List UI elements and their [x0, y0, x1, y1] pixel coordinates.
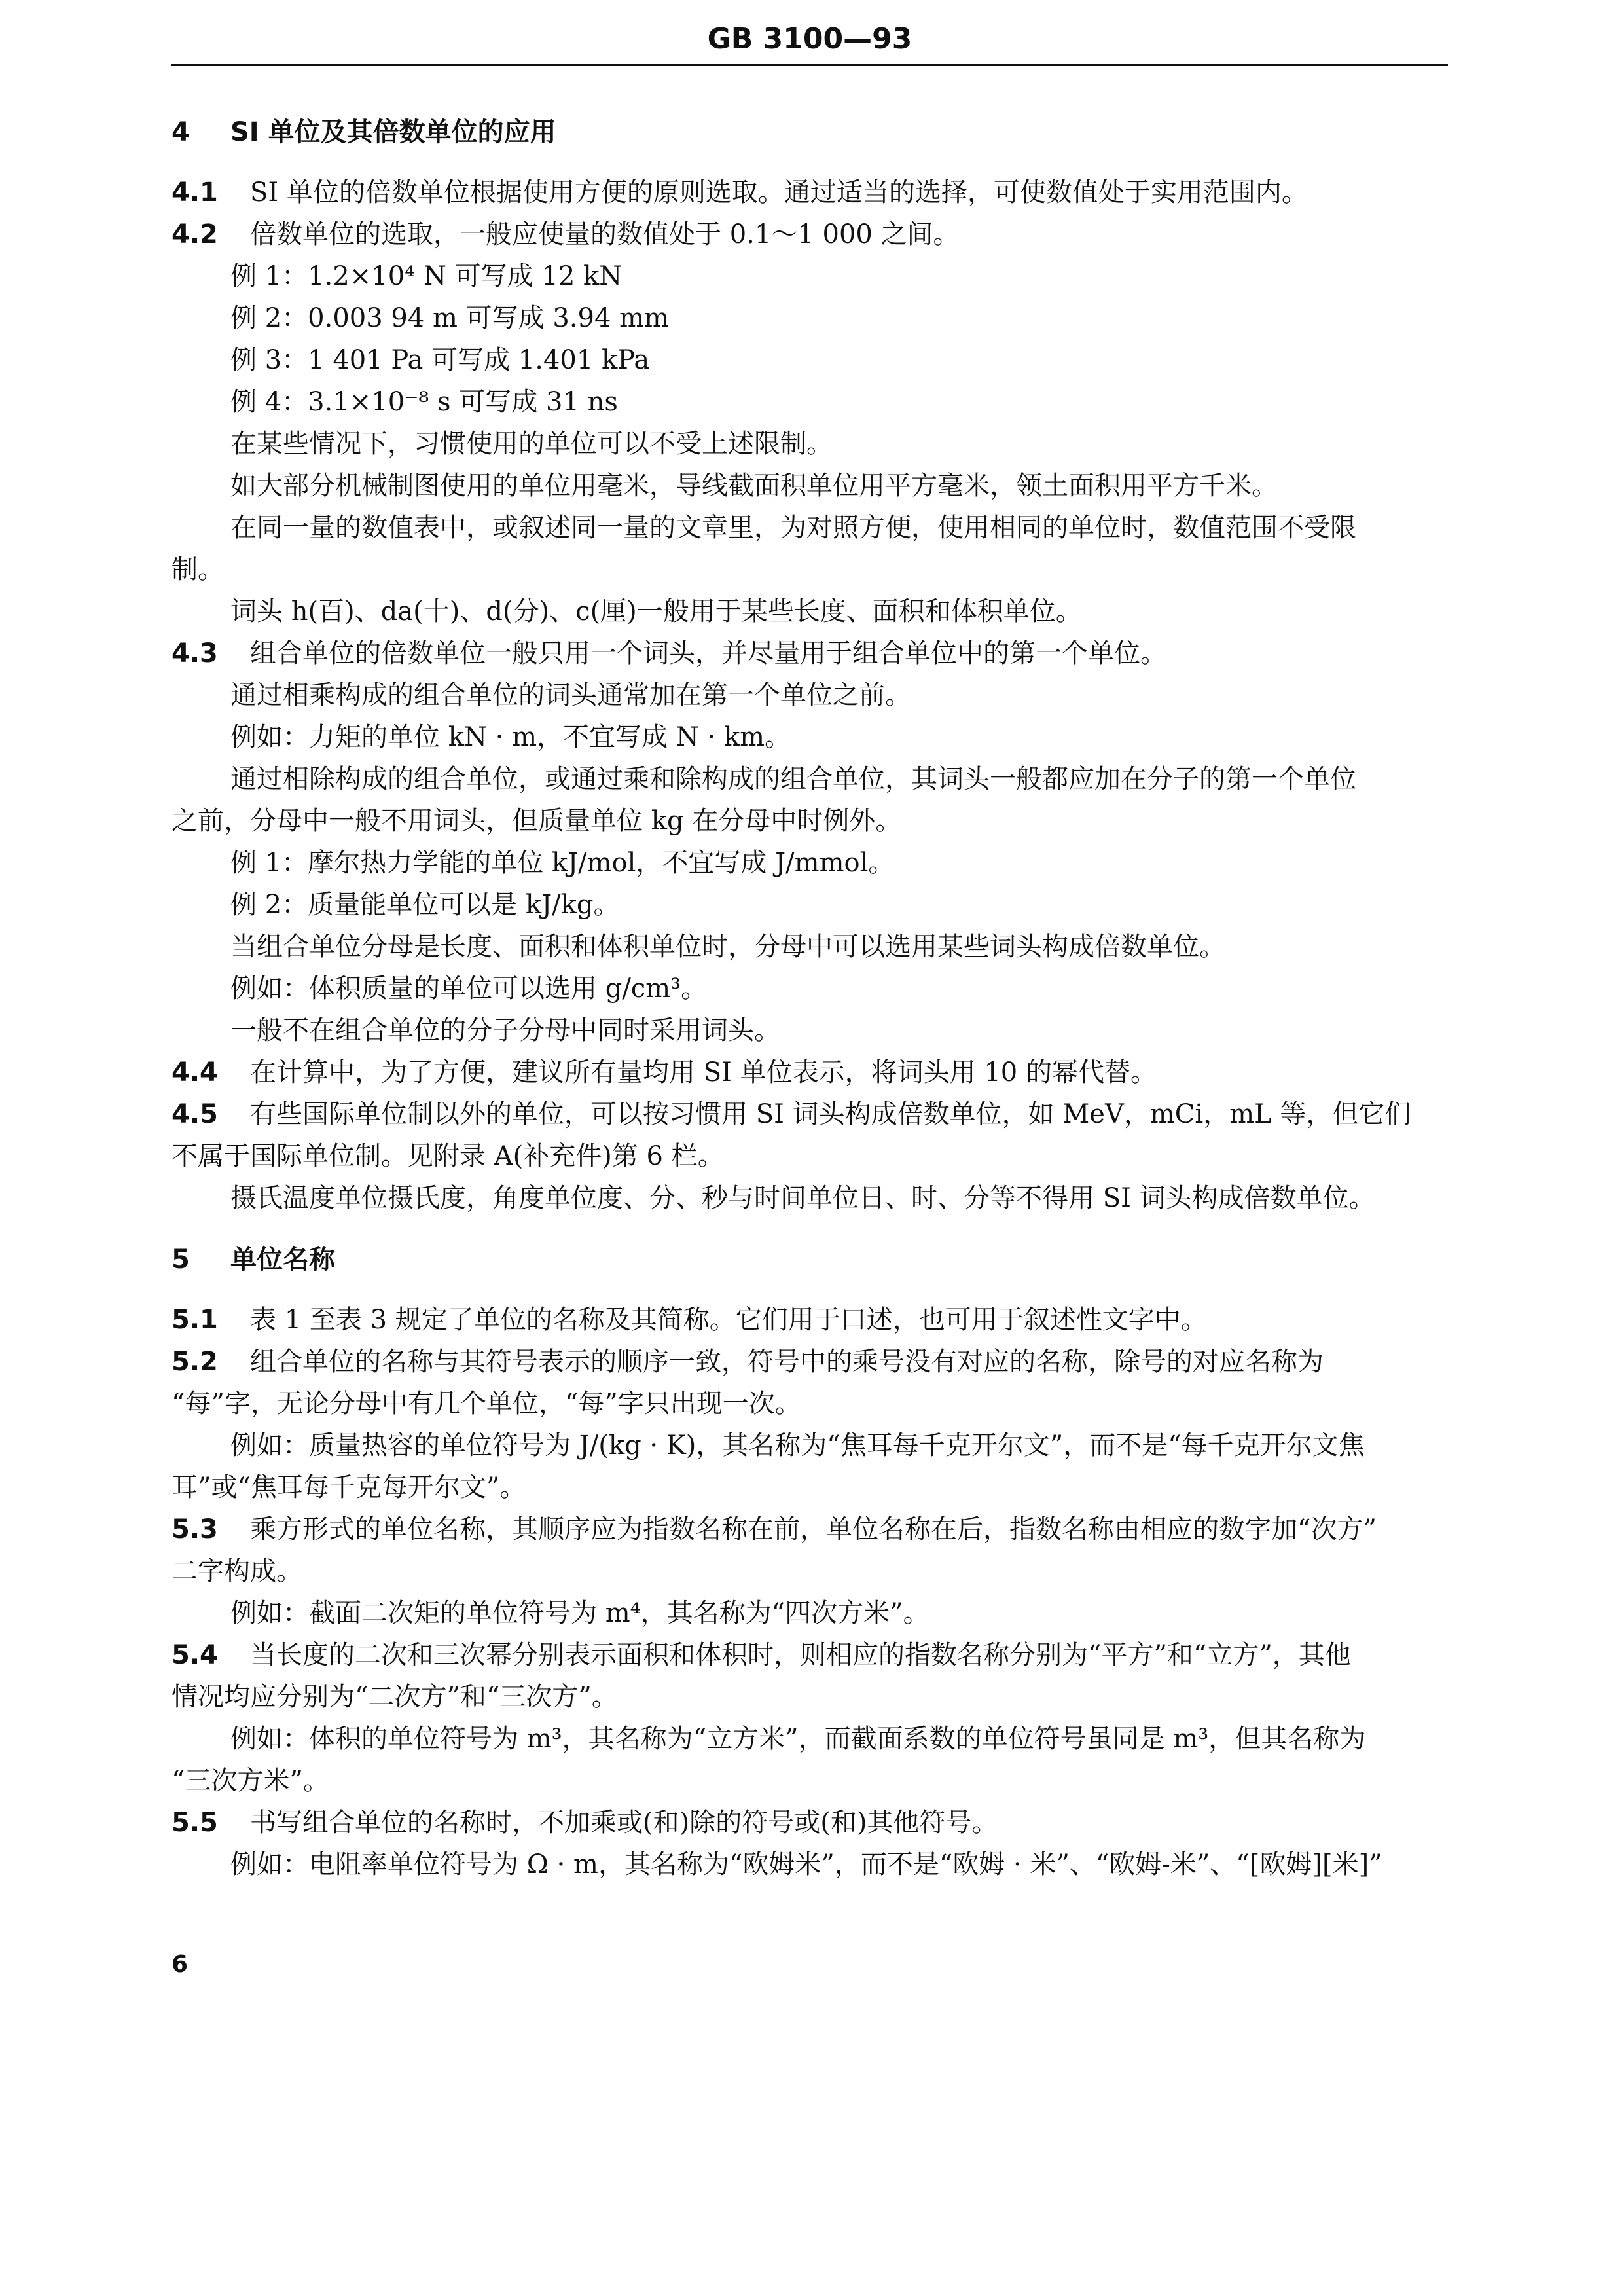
section-number: 4 — [171, 117, 190, 147]
section-number: 5 — [171, 1245, 190, 1275]
section-title-text: 单位名称 — [230, 1245, 335, 1275]
example-line: 例 2：质量能单位可以是 kJ/kg。 — [230, 890, 620, 920]
clause-4-3: 4.3 组合单位的倍数单位一般只用一个词头，并尽量用于组合单位中的第一个单位。 — [171, 638, 1166, 668]
paragraph-line: 一般不在组合单位的分子分母中同时采用词头。 — [230, 1015, 780, 1046]
page-header-title: GB 3100—93 — [707, 22, 912, 56]
clause-4-2: 4.2 倍数单位的选取，一般应使量的数值处于 0.1～1 000 之间。 — [171, 219, 960, 249]
paragraph-line: 不属于国际单位制。见附录 A(补充件)第 6 栏。 — [171, 1141, 724, 1171]
example-line: 例如：体积的单位符号为 m³，其名称为“立方米”，而截面系数的单位符号虽同是 m³，但其名称为 — [230, 1724, 1366, 1754]
clause-4-5: 4.5 有些国际单位制以外的单位，可以按习惯用 SI 词头构成倍数单位，如 MeV，mCi，mL 等，但它们 — [171, 1099, 1411, 1129]
paragraph-line: 二字构成。 — [171, 1556, 302, 1586]
clause-4-1: 4.1 SI 单位的倍数单位根据使用方便的原则选取。通过适当的选择，可使数值处于实用范围内。 — [171, 177, 1308, 208]
example-line: 例如：质量热容的单位符号为 J/(kg · K)，其名称为“焦耳每千克开尔文”，而不是“每千克开尔文焦 — [230, 1430, 1365, 1461]
clause-4-4: 4.4 在计算中，为了方便，建议所有量均用 SI 单位表示，将词头用 10 的幂代替。 — [171, 1057, 1157, 1087]
section-title-text: SI 单位及其倍数单位的应用 — [230, 117, 556, 147]
example-line: 例如：电阻率单位符号为 Ω · m，其名称为“欧姆米”，而不是“欧姆 · 米”、“欧姆-米”、“[欧姆][米]” — [230, 1850, 1382, 1880]
section-5-title — [171, 1239, 1448, 1281]
paragraph-line: 通过相乘构成的组合单位的词头通常加在第一个单位之前。 — [230, 680, 911, 710]
clause-5-2: 5.2 组合单位的名称与其符号表示的顺序一致，符号中的乘号没有对应的名称，除号的对应名称为 — [171, 1347, 1324, 1377]
paragraph-line: 耳”或“焦耳每千克每开尔文”。 — [171, 1472, 526, 1503]
example-line: 例 4：3.1×10⁻⁸ s 可写成 31 ns — [230, 387, 618, 417]
page-content — [171, 111, 1448, 1886]
paragraph-line: “三次方米”。 — [171, 1766, 329, 1796]
clause-5-3: 5.3 乘方形式的单位名称，其顺序应为指数名称在前，单位名称在后，指数名称由相应的数字加“次方” — [171, 1514, 1377, 1544]
paragraph-line: 词头 h(百)、da(十)、d(分)、c(厘)一般用于某些长度、面积和体积单位。 — [230, 596, 1082, 627]
paragraph-line: “每”字，无论分母中有几个单位，“每”字只出现一次。 — [171, 1389, 801, 1419]
paragraph-line: 在某些情况下，习惯使用的单位可以不受上述限制。 — [230, 429, 833, 459]
example-line: 例如：体积质量的单位可以选用 g/cm³。 — [230, 974, 708, 1004]
section-4-title — [171, 111, 1448, 153]
paragraph-line: 制。 — [171, 555, 224, 585]
page-number: 6 — [171, 1951, 189, 1978]
clause-5-1: 5.1 表 1 至表 3 规定了单位的名称及其简称。它们用于口述，也可用于叙述性文字中。 — [171, 1305, 1207, 1335]
paragraph-line: 情况均应分别为“二次方”和“三次方”。 — [171, 1682, 618, 1712]
example-line: 例如：力矩的单位 kN · m，不宜写成 N · km。 — [230, 722, 791, 752]
paragraph-line: 之前，分母中一般不用词头，但质量单位 kg 在分母中时例外。 — [171, 806, 902, 836]
example-line: 例如：截面二次矩的单位符号为 m⁴，其名称为“四次方米”。 — [230, 1598, 929, 1628]
example-line: 例 2：0.003 94 m 可写成 3.94 mm — [230, 303, 669, 333]
example-line: 例 1：1.2×10⁴ N 可写成 12 kN — [230, 261, 623, 291]
header-rule — [171, 64, 1448, 66]
paragraph-line: 通过相除构成的组合单位，或通过乘和除构成的组合单位，其词头一般都应加在分子的第一个单位 — [230, 764, 1356, 794]
paragraph-line: 在同一量的数值表中，或叙述同一量的文章里，为对照方便，使用相同的单位时，数值范围不受限 — [230, 513, 1356, 543]
example-line: 例 3：1 401 Pa 可写成 1.401 kPa — [230, 345, 650, 375]
clause-5-5: 5.5 书写组合单位的名称时，不加乘或(和)除的符号或(和)其他符号。 — [171, 1808, 998, 1838]
paragraph-line: 如大部分机械制图使用的单位用毫米，导线截面积单位用平方毫米，领土面积用平方千米。 — [230, 471, 1278, 501]
paragraph-line: 当组合单位分母是长度、面积和体积单位时，分母中可以选用某些词头构成倍数单位。 — [230, 932, 1225, 962]
paragraph-line: 摄氏温度单位摄氏度，角度单位度、分、秒与时间单位日、时、分等不得用 SI 词头构成倍数单位。 — [230, 1183, 1375, 1213]
clause-5-4: 5.4 当长度的二次和三次幂分别表示面积和体积时，则相应的指数名称分别为“平方”和“立方”，其他 — [171, 1640, 1351, 1670]
example-line: 例 1：摩尔热力学能的单位 kJ/mol，不宜写成 J/mmol。 — [230, 848, 895, 878]
